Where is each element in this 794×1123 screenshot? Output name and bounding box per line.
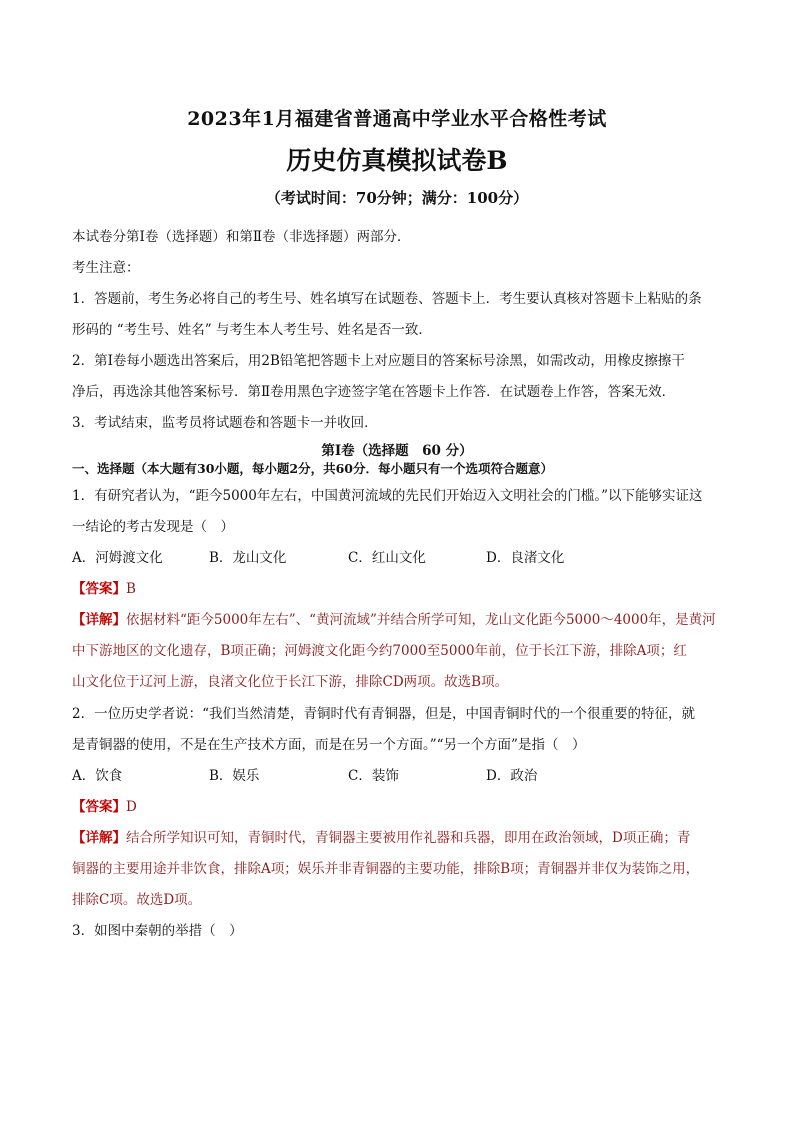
intro-paragraph: 本试卷分第Ⅰ卷（选择题）和第Ⅱ卷（非选择题）两部分． bbox=[72, 229, 411, 245]
q2-answer-value: D bbox=[126, 799, 137, 815]
exam-subtitle: 历史仿真模拟试卷B bbox=[286, 146, 508, 175]
q2-detail-line-1 bbox=[72, 828, 732, 848]
q2-option-d[interactable]: D．政治 bbox=[486, 768, 538, 784]
q2-answer bbox=[72, 797, 732, 817]
q2-detail-text-1: 结合所学知识可知，青铜时代，青铜器主要被用作礼器和兵器，即用在政治领域，D项正确；青 bbox=[126, 830, 691, 846]
q1-detail-text-1: 依据材料“距今5000年左右”、“黄河流域”并结合所学可知，龙山文化距今5000～4000年，是黄河 bbox=[126, 612, 716, 628]
notice-heading: 考生注意： bbox=[72, 260, 140, 276]
q1-answer bbox=[72, 579, 732, 599]
q1-option-a[interactable]: A．河姆渡文化 bbox=[72, 550, 163, 566]
q2-detail-line-2: 铜器的主要用途并非饮食，排除A项；娱乐并非青铜器的主要功能，排除B项；青铜器并非仅为装饰之用， bbox=[72, 861, 700, 877]
q2-option-a[interactable]: A．饮食 bbox=[72, 768, 123, 784]
q1-stem-line-1: 1．有研究者认为，“距今5000年左右，中国黄河流域的先民们开始迈入文明社会的门槛。”以下能够实证这 bbox=[72, 488, 703, 504]
q2-detail-line-3: 排除C项。故选D项。 bbox=[72, 892, 202, 908]
q1-detail-tag: 【详解】 bbox=[72, 612, 126, 628]
q2-option-c[interactable]: C．装饰 bbox=[348, 768, 399, 784]
notice-1-line-2: 形码的 “考生号、姓名” 与考生本人考生号、姓名是否一致． bbox=[72, 322, 432, 338]
q2-answer-tag: 【答案】 bbox=[72, 799, 126, 815]
q1-option-b[interactable]: B．龙山文化 bbox=[209, 550, 287, 566]
notice-2-line-1: 2．第Ⅰ卷每小题选出答案后，用2B铅笔把答题卡上对应题目的答案标号涂黑，如需改动，用橡皮擦擦干 bbox=[72, 353, 685, 369]
q2-option-b[interactable]: B．娱乐 bbox=[209, 768, 260, 784]
q1-detail-line-2: 中下游地区的文化遗存，B项正确；河姆渡文化距今约7000至5000年前，位于长江下游，排除A项；红 bbox=[72, 643, 687, 659]
q1-detail-line-3: 山文化位于辽河上游，良渚文化位于长江下游，排除CD两项。故选B项。 bbox=[72, 674, 509, 690]
notice-1-line-1: 1．答题前，考生务必将自己的考生号、姓名填写在试题卷、答题卡上．考生要认真核对答题卡上粘贴的条 bbox=[72, 291, 702, 307]
q1-answer-tag: 【答案】 bbox=[72, 581, 126, 597]
q3-stem: 3．如图中秦朝的举措（ ） bbox=[72, 923, 243, 939]
section-title: 第Ⅰ卷（选择题 60 分） bbox=[321, 443, 473, 459]
notice-2-line-2: 净后，再选涂其他答案标号．第Ⅱ卷用黑色字迹签字笔在答题卡上作答．在试题卷上作答，答案无效． bbox=[72, 384, 676, 400]
section-heading: 一、选择题（本大题有30小题，每小题2分，共60分．每小题只有一个选项符合题意） bbox=[72, 461, 553, 476]
q1-answer-value: B bbox=[126, 581, 136, 597]
q1-detail-line-1 bbox=[72, 610, 732, 630]
q2-stem-line-2: 是青铜器的使用，不是在生产技术方面，而是在另一个方面。”“另一个方面”是指（ ） bbox=[72, 737, 586, 753]
q1-option-c[interactable]: C．红山文化 bbox=[348, 550, 426, 566]
exam-info: （考试时间：70分钟；满分：100分） bbox=[265, 189, 529, 207]
q2-stem-line-1: 2．一位历史学者说：“我们当然清楚，青铜时代有青铜器，但是，中国青铜时代的一个很重要的特征，就 bbox=[72, 706, 695, 722]
q1-stem-line-2: 一结论的考古发现是（ ） bbox=[72, 519, 234, 535]
exam-title: 2023年1月福建省普通高中学业水平合格性考试 bbox=[187, 108, 607, 130]
notice-3: 3．考试结束，监考员将试题卷和答题卡一并收回． bbox=[72, 415, 378, 431]
q2-detail-tag: 【详解】 bbox=[72, 830, 126, 846]
q1-option-d[interactable]: D．良渚文化 bbox=[486, 550, 565, 566]
